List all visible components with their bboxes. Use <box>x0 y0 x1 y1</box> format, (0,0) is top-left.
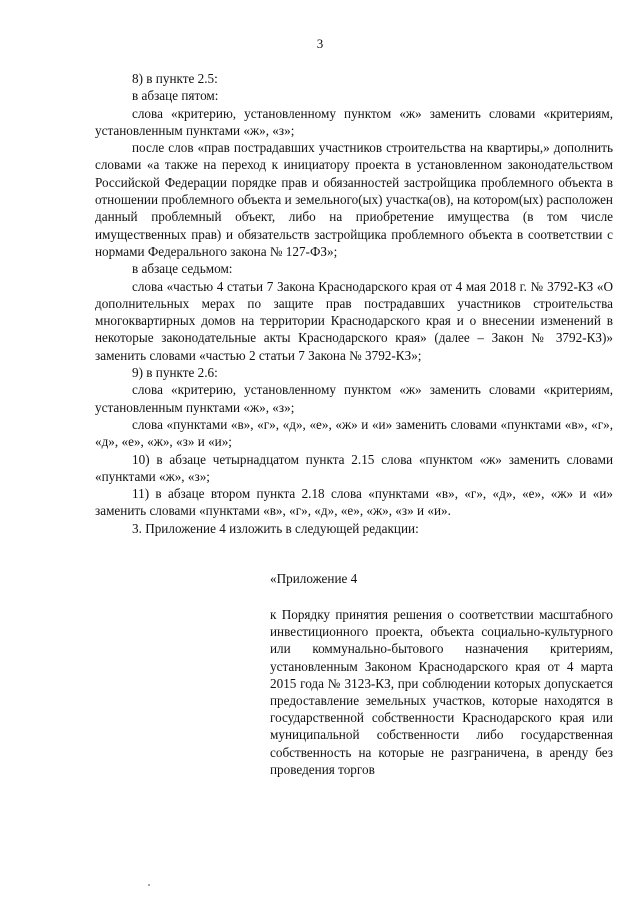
paragraph: после слов «прав пострадавших участников строительства на квартиры,» дополнить словами «а также на переход к инициатору проекта в установленном законодательством Российской Федерации порядке прав и обязанностей застройщика проблемного объекта в отношении проблемного объекта и земельного(ых) участка(ов), на котором(ых) расположен данный проблемный объект, либо на приобретение имущества (в том числе имущественных прав) и обязательств застройщика проблемного объекта в соответствии с нормами Федерального закона № 127-ФЗ»; <box>95 140 613 259</box>
paragraph: 8) в пункте 2.5: <box>132 71 218 86</box>
scan-speck <box>148 884 150 886</box>
paragraph: 9) в пункте 2.6: <box>132 365 218 381</box>
paragraph: в абзаце пятом: <box>132 88 219 104</box>
paragraph: в абзаце седьмом: <box>132 261 233 277</box>
paragraph: 10) в абзаце четырнадцатом пункта 2.15 слова «пунктом «ж» заменить словами «пунктами «ж», «з»; <box>95 451 613 484</box>
paragraph: слова «частью 4 статьи 7 Закона Краснодарского края от 4 мая 2018 г. № 3792-КЗ «О дополнительных мерах по защите прав пострадавших участников строительства многоквартирных домов на территории Краснодарского края и о внесении изменений в некоторые законодательные акты Краснодарского края» (далее – Закон № 3792-КЗ)» заменить словами «частью 2 статьи 7 Закона № 3792-КЗ»; <box>95 278 613 363</box>
paragraph: слова «критерию, установленному пунктом «ж» заменить словами «критериям, установленным пунктами «ж», «з»; <box>95 105 613 138</box>
page-number: 3 <box>316 36 324 51</box>
paragraph: 11) в абзаце втором пункта 2.18 слова «пунктами «в», «г», «д», «е», «ж» и «и» заменить словами «пунктами «в», «г», «д», «е», «ж», «з» и «и». <box>95 486 613 519</box>
appendix-caption: к Порядку принятия решения о соответствии масштабного инвестиционного проекта, объекта социально-культурного или коммунально-бытового назначения критериям, установленным Законом Краснодарского края от 4 марта 2015 года № 3123-КЗ, при соблюдении которых допускается предоставление земельных участков, которые находятся в государственной собственности Краснодарского края или муниципальной собственности либо государственная собственность на которые не разграничена, в аренду без проведения торгов <box>270 607 613 777</box>
appendix-title: «Приложение 4 <box>270 571 358 586</box>
paragraph: слова «пунктами «в», «г», «д», «е», «ж» и «и» заменить словами «пунктами «в», «г», «д», «е», «ж», «з» и «и»; <box>95 416 613 450</box>
paragraph: 3. Приложение 4 изложить в следующей редакции: <box>132 520 419 536</box>
paragraph: слова «критерию, установленному пунктом «ж» заменить словами «критериям, установленным пунктами «ж», «з»; <box>95 382 613 415</box>
body-text <box>95 70 613 537</box>
